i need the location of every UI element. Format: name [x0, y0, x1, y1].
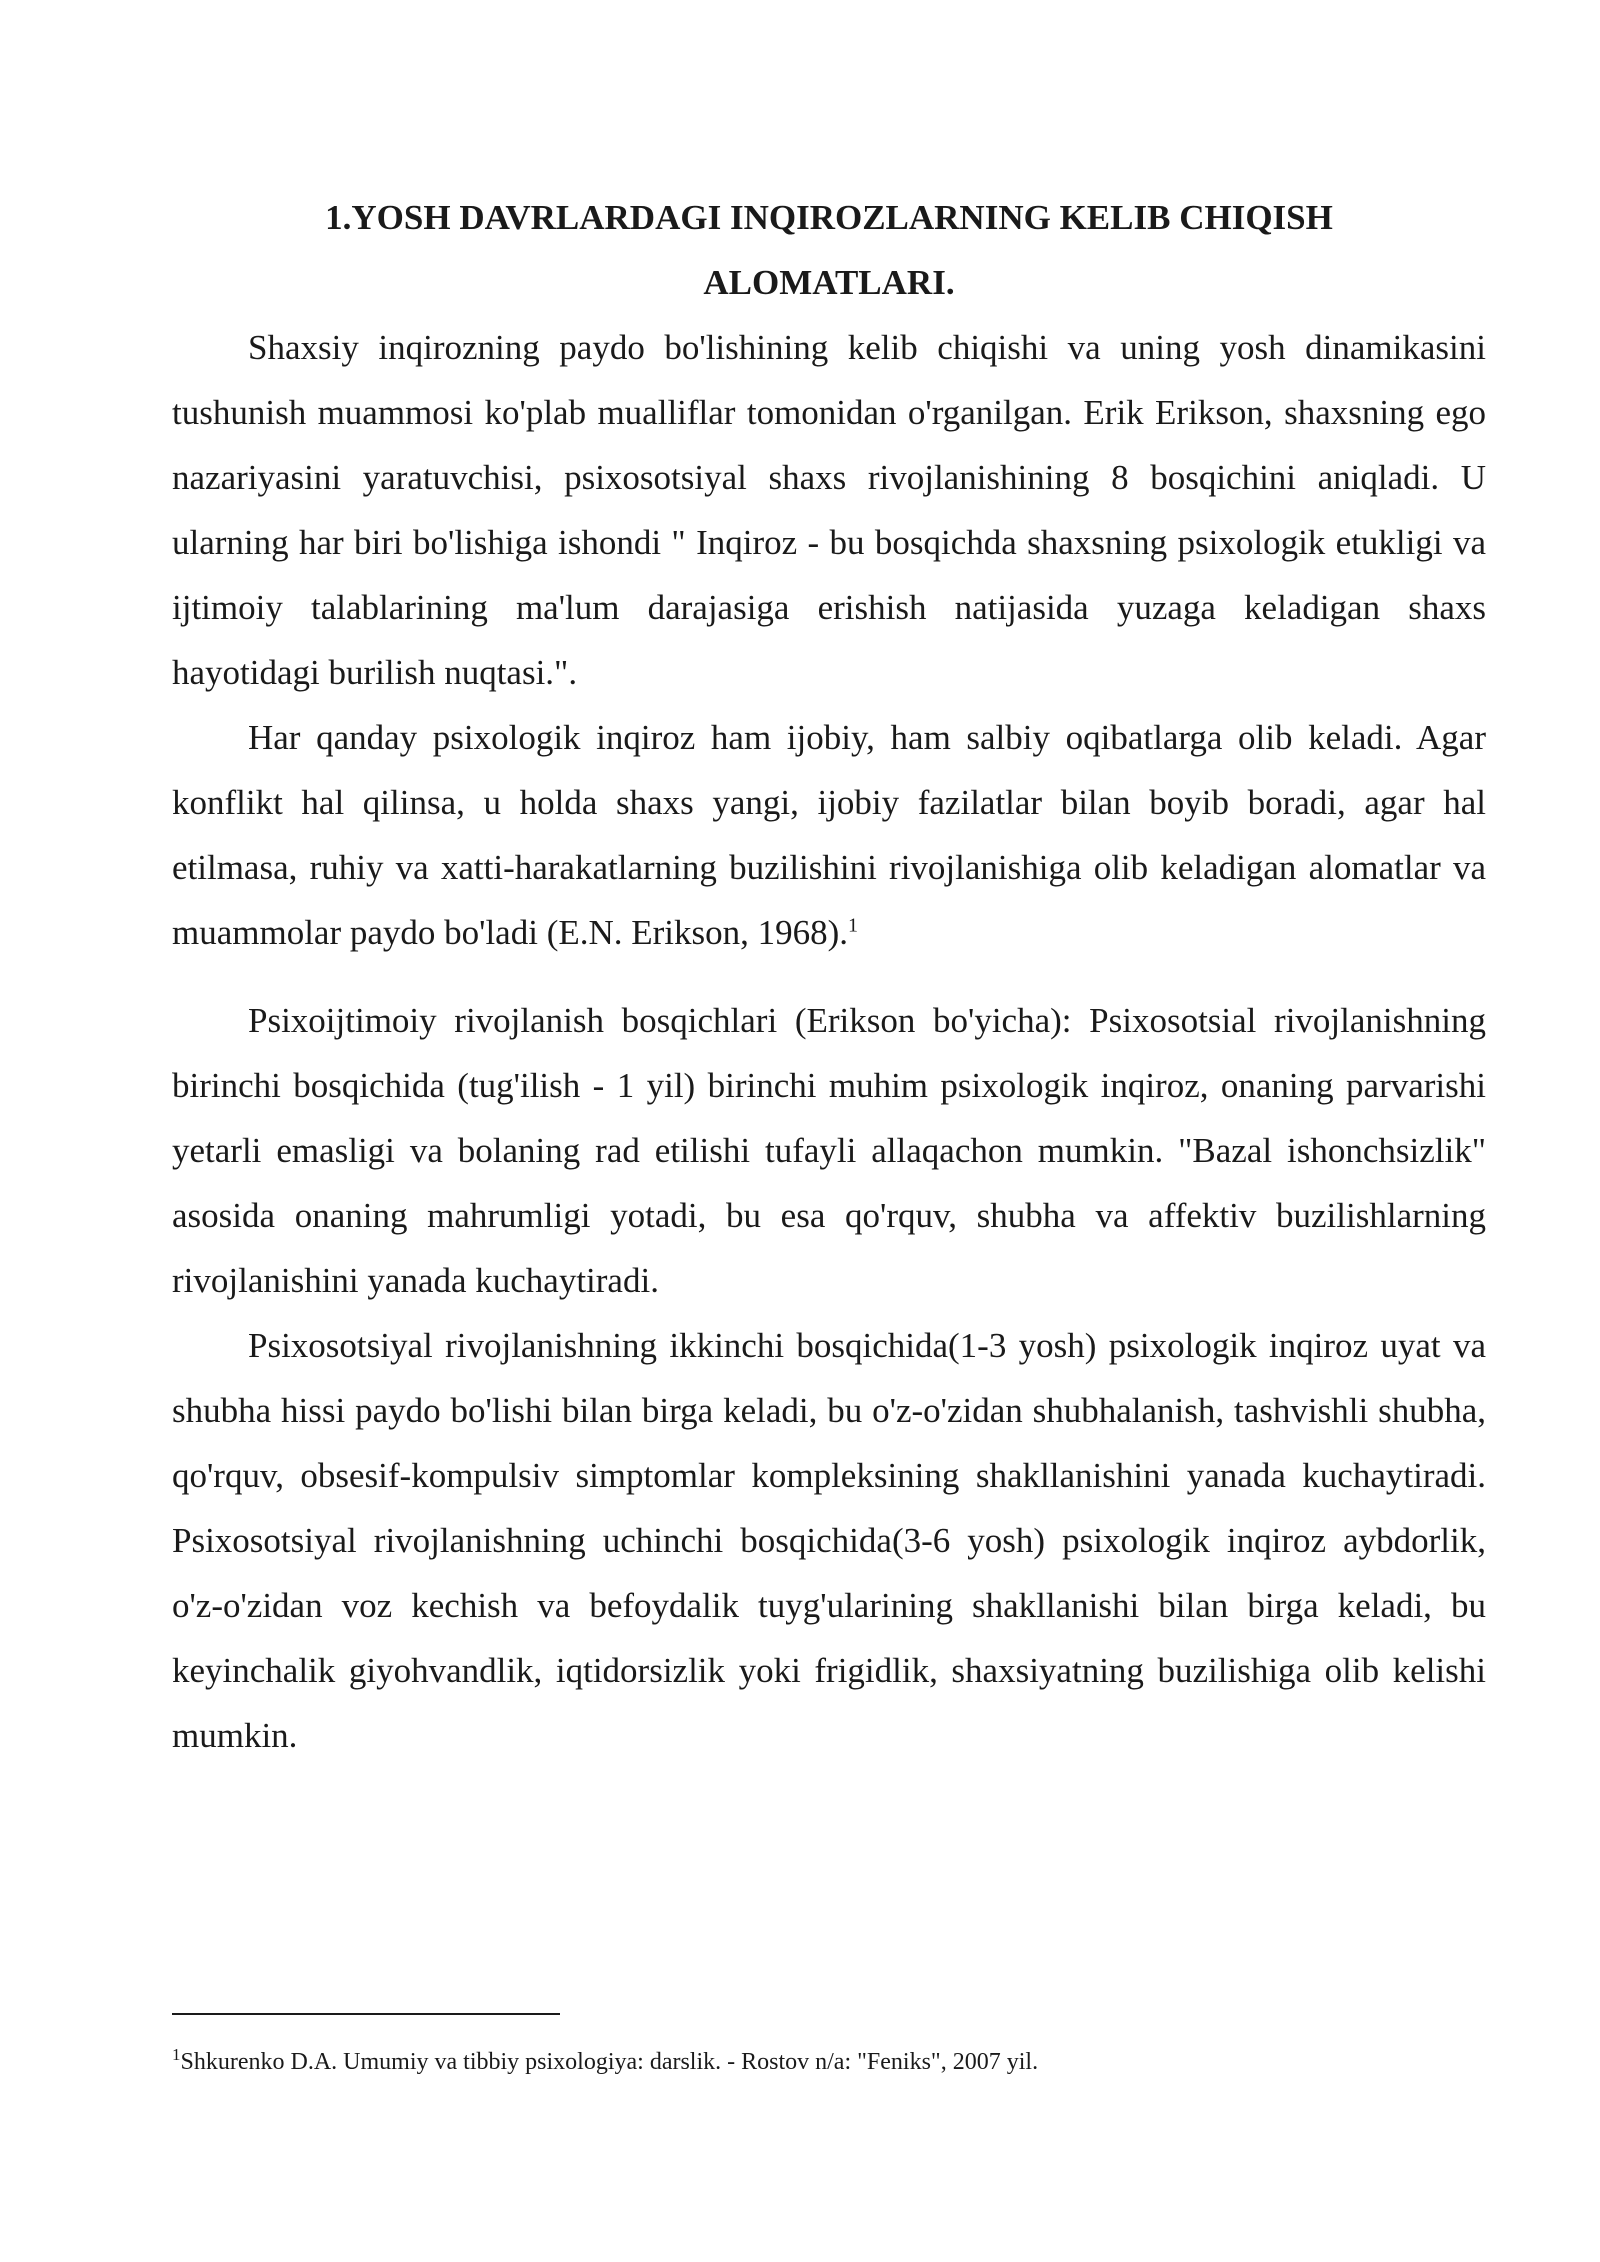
footnote-text: Shkurenko D.A. Umumiy va tibbiy psixologiya: darslik. - Rostov n/a: "Feniks", 2007 yil. — [180, 2049, 1039, 2075]
paragraph-text: Har qanday psixologik inqiroz ham ijobiy, ham salbiy oqibatlarga olib keladi. Agar konflikt hal qilinsa, u holda shaxs yangi, ijobiy fazilatlar bilan boyib boradi, agar hal etilmasa, ruhiy va xatti-harakatlarning buzilishini rivojlanishiga olib keladigan alomatlar va muammolar paydo bo'ladi (E.N. Erikson, 1968). — [172, 718, 1486, 952]
footnote-reference[interactable]: 1 — [848, 914, 859, 937]
section-title: 1.YOSH DAVRLARDAGI INQIROZLARNING KELIB CHIQISH ALOMATLARI. — [325, 198, 1333, 302]
paragraph-text: Psixoijtimoiy rivojlanish bosqichlari (Erikson bo'yicha): Psixosotsial rivojlanishning birinchi bosqichida (tug'ilish - 1 yil) birinchi muhim psixologik inqiroz, onaning parvarishi yetarli emasligi va bolaning rad etilishi tufayli allaqachon mumkin. "Bazal ishonchsizlik" asosida onaning mahrumligi yotadi, bu esa qo'rquv, shubha va affektiv buzilishlarning rivojlanishini yanada kuchaytiradi. — [172, 1001, 1486, 1300]
paragraph-text: Psixosotsiyal rivojlanishning ikkinchi bosqichida(1-3 yosh) psixologik inqiroz uyat va shubha hissi paydo bo'lishi bilan birga keladi, bu o'z-o'zidan shubhalanish, tashvishli shubha, qo'rquv, obsesif-kompulsiv simptomlar kompleksining shakllanishini yanada kuchaytiradi. Psixosotsiyal rivojlanishning uchinchi bosqichida(3-6 yosh) psixologik inqiroz aybdorlik, o'z-o'zidan voz kechish va befoydalik tuyg'ularining shakllanishi bilan birga keladi, bu keyinchalik giyohvandlik, iqtidorsizlik yoki frigidlik, shaxsiyatning buzilishiga olib kelishi mumkin. — [172, 1326, 1486, 1755]
footnote-mark: 1 — [172, 2045, 181, 2064]
document-body — [172, 185, 1486, 1768]
paragraph-intro — [172, 315, 1486, 705]
paragraph-stage-two-three — [172, 1313, 1486, 1768]
footnote — [172, 2042, 1486, 2082]
paragraph-stage-one — [172, 988, 1486, 1313]
paragraph-consequences — [172, 705, 1486, 965]
paragraph-text: Shaxsiy inqirozning paydo bo'lishining kelib chiqishi va uning yosh dinamikasini tushunish muammosi ko'plab mualliflar tomonidan o'rganilgan. Erik Erikson, shaxsning ego nazariyasini yaratuvchisi, psixosotsiyal shaxs rivojlanishining 8 bosqichini aniqladi. U ularning har biri bo'lishiga ishondi " Inqiroz - bu bosqichda shaxsning psixologik etukligi va ijtimoiy talablarining ma'lum darajasiga erishish natijasida yuzaga keladigan shaxs hayotidagi burilish nuqtasi.". — [172, 328, 1486, 692]
footnote-divider — [172, 2013, 560, 2015]
